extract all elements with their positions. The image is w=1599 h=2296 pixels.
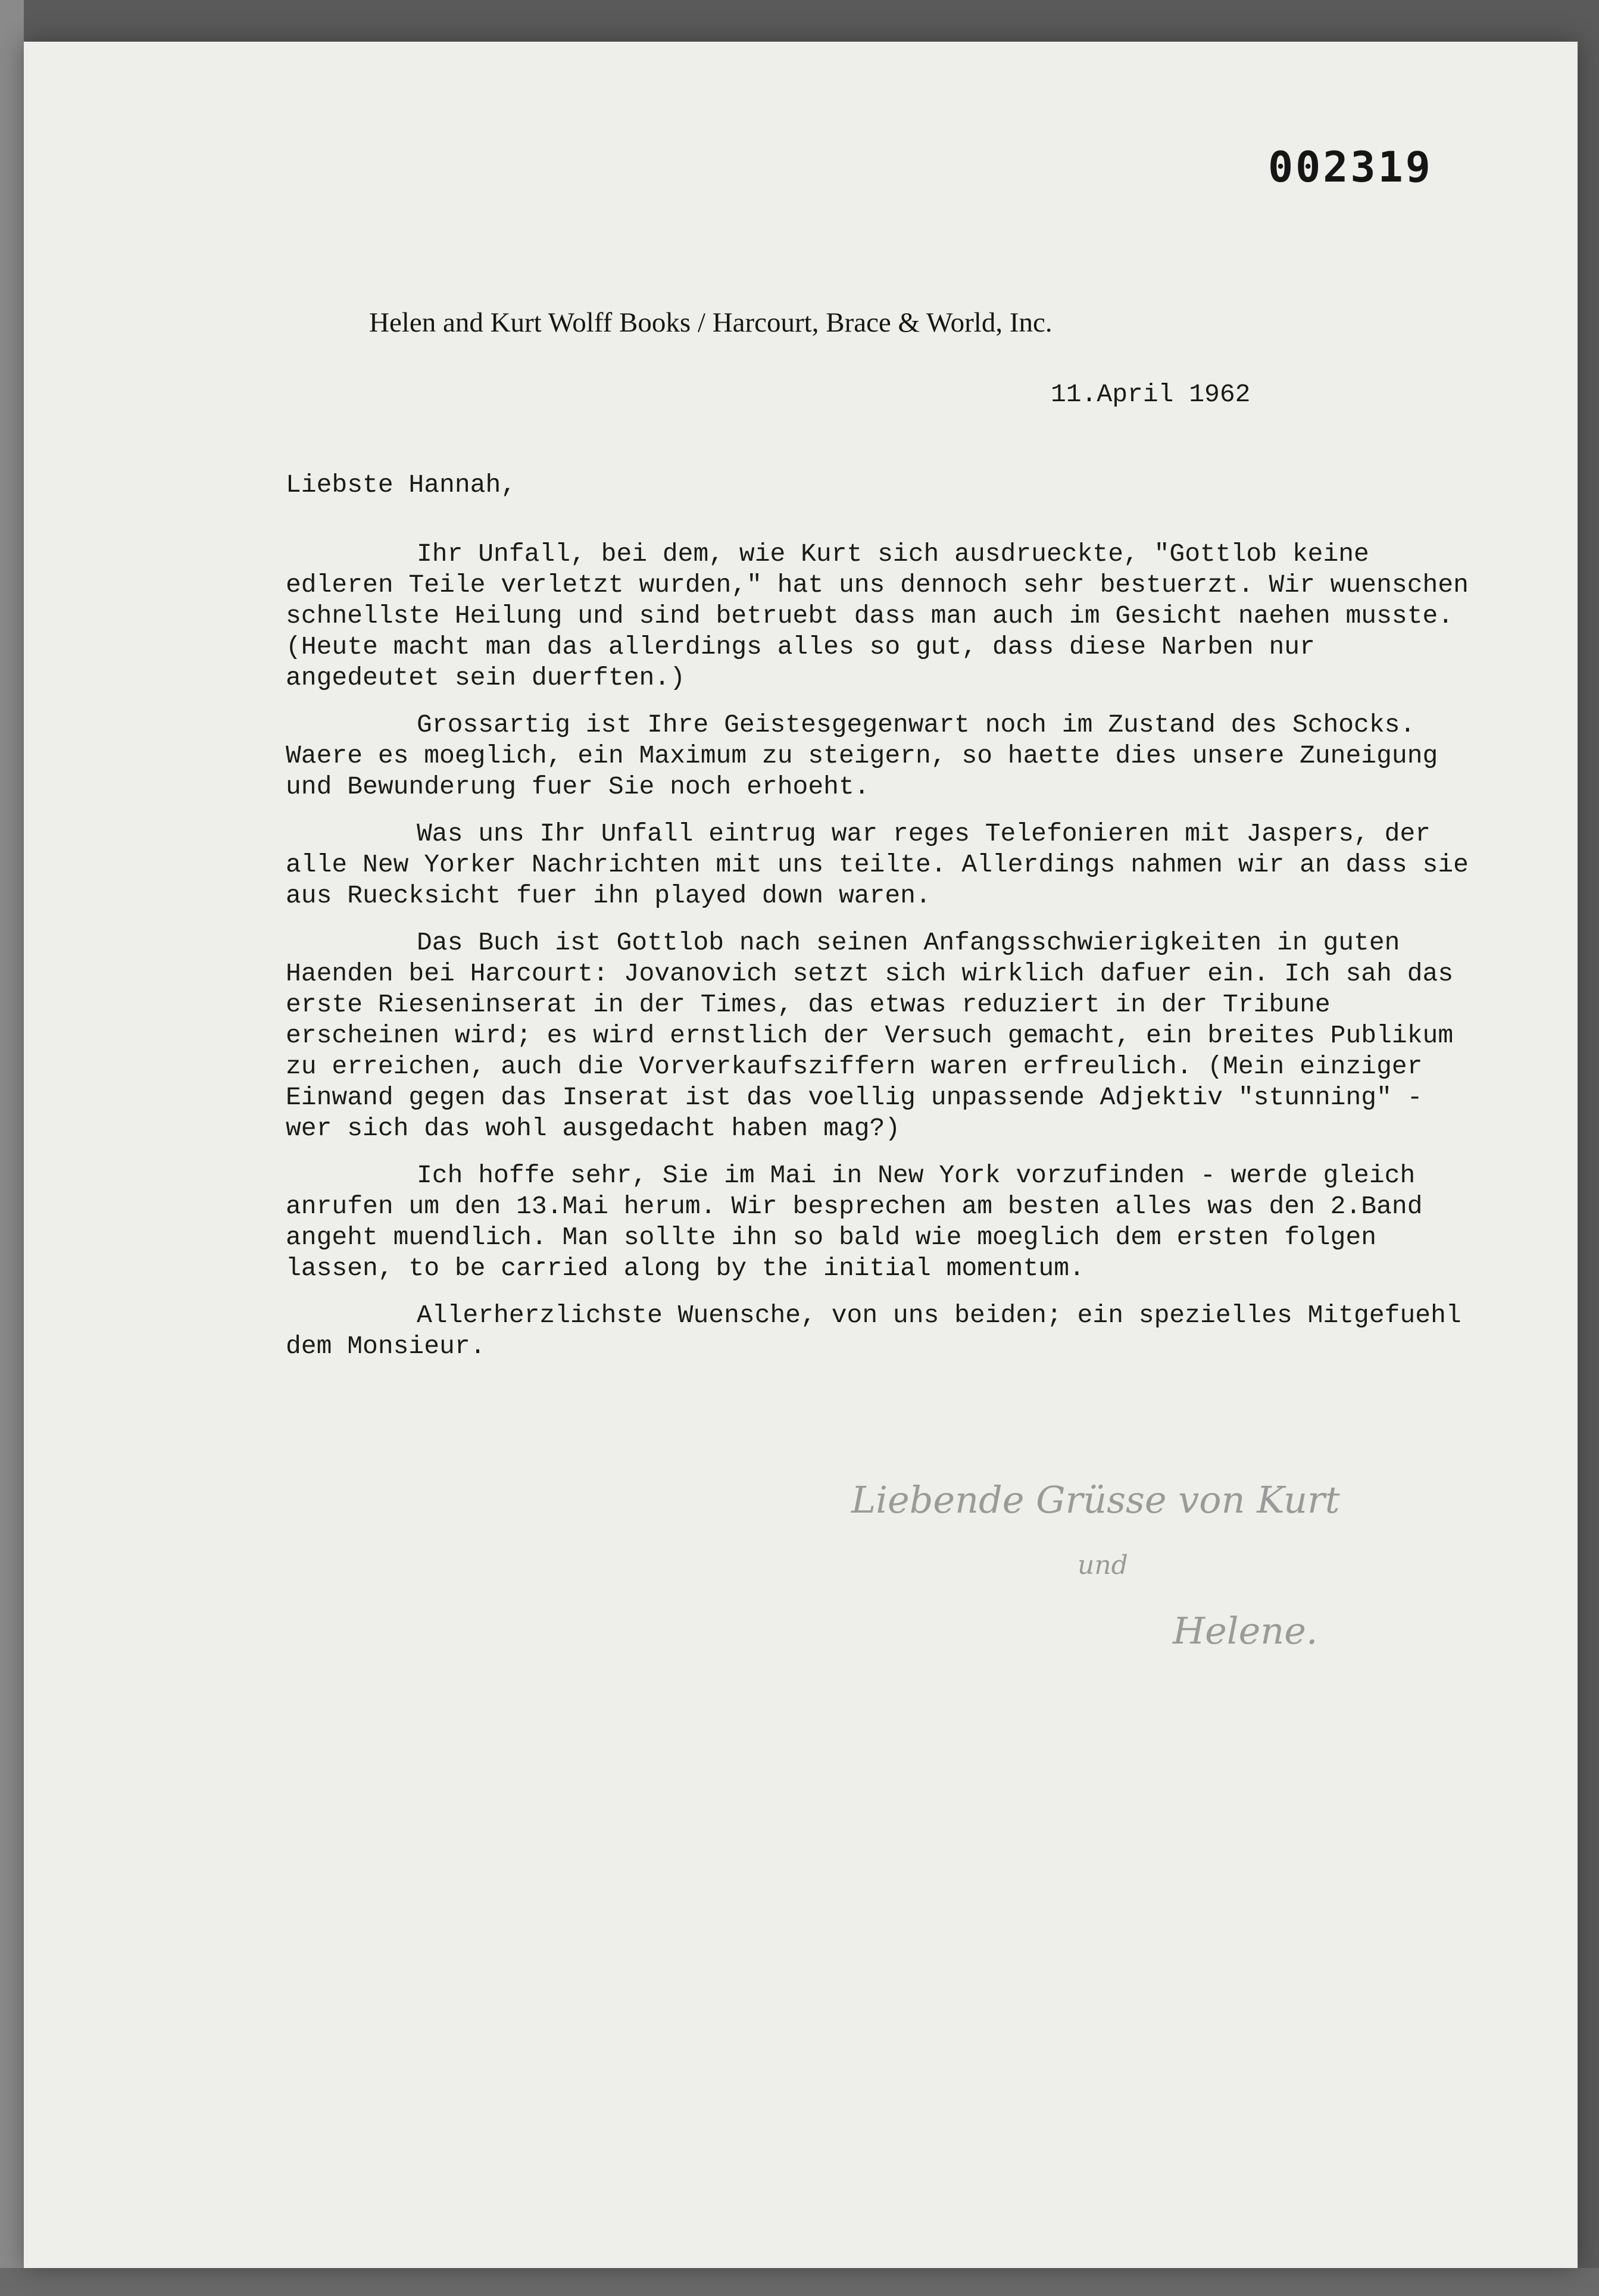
signature-line: und [1078, 1550, 1128, 1580]
paragraph: Allerherzlichste Wuensche, von uns beiden; ein spezielles Mitgefuehl dem Monsieur. [286, 1301, 1461, 1361]
letter-page [24, 42, 1578, 2268]
scan-margin-bottom [0, 2268, 1599, 2296]
paragraph: Ich hoffe sehr, Sie im Mai in New York vorzufinden - werde gleich anrufen um den 13.Mai herum. Wir besprechen am besten alles was den 2.Band angeht muendlich. Man sollte ihn so bald wie moeglich dem ersten folgen lassen, to be carried along by the initial momentum. [286, 1161, 1423, 1283]
letterhead: Helen and Kurt Wolff Books / Harcourt, Brace & World, Inc. [369, 307, 1053, 338]
paragraph: Was uns Ihr Unfall eintrug war reges Telefonieren mit Jaspers, der alle New Yorker Nachrichten mit uns teilte. Allerdings nahmen wir an dass sie aus Ruecksicht fuer ihn played down waren. [286, 819, 1469, 910]
paragraph: Ihr Unfall, bei dem, wie Kurt sich ausdrueckte, "Gottlob keine edleren Teile verletzt wurden," hat uns dennoch sehr bestuerzt. Wir wuenschen schnellste Heilung und sind betruebt dass man auch im Gesicht naehen musste. (Heute macht man das allerdings alles so gut, dass diese Narben nur angedeutet sein duerften.) [286, 539, 1469, 692]
signature-line: Helene. [1173, 1609, 1318, 1653]
salutation: Liebste Hannah, [286, 470, 517, 499]
scan-margin-left [0, 0, 24, 2296]
paragraph: Grossartig ist Ihre Geistesgegenwart noch im Zustand des Schocks. Waere es moeglich, ein Maximum zu steigern, so haette dies unsere Zuneigung und Bewunderung fuer Sie noch erhoeht. [286, 710, 1438, 801]
paragraph: Das Buch ist Gottlob nach seinen Anfangsschwierigkeiten in guten Haenden bei Harcourt: Jovanovich setzt sich wirklich dafuer ein. Ich sah das erste Rieseninserat in der Times, das etwas reduziert in der Tribune erscheinen wird; es wird ernstlich der Versuch gemacht, ein breites Publikum zu erreichen, auch die Vorverkaufsziffern waren erfreulich. (Mein einziger Einwand gegen das Inserat ist das voellig unpassende Adjektiv "stunning" - wer sich das wohl ausgedacht haben mag?) [286, 928, 1454, 1143]
archive-number: 002319 [1268, 143, 1433, 192]
signature-line: Liebende Grüsse von Kurt [851, 1478, 1340, 1522]
handwritten-signature [851, 1467, 1340, 1664]
letter-body [286, 539, 1470, 1378]
letter-date: 11.April 1962 [1051, 380, 1251, 409]
